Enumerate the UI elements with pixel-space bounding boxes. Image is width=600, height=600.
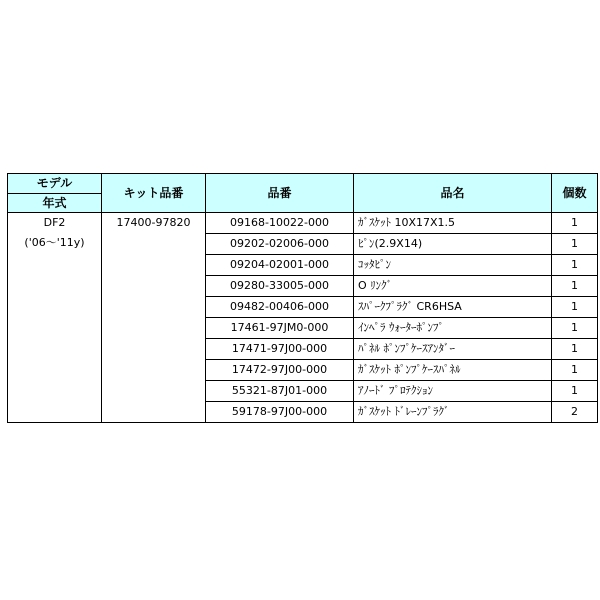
part-number-cell: 09204-02001-000: [206, 255, 354, 276]
quantity-cell: 2: [552, 402, 598, 423]
part-name-cell: ｲﾝﾍﾟﾗ ｳｫｰﾀｰﾎﾟﾝﾌﾟ: [354, 318, 552, 339]
quantity-cell: 1: [552, 360, 598, 381]
kit-number-header: キット品番: [102, 174, 206, 213]
quantity-cell: 1: [552, 255, 598, 276]
quantity-cell: 1: [552, 234, 598, 255]
quantity-cell: 1: [552, 381, 598, 402]
part-name-cell: ｽﾊﾟｰｸﾌﾟﾗｸﾞ CR6HSA: [354, 297, 552, 318]
part-number-cell: 17471-97J00-000: [206, 339, 354, 360]
part-number-cell: 09280-33005-000: [206, 276, 354, 297]
quantity-cell: 1: [552, 276, 598, 297]
model-years: ('06～'11y): [24, 236, 85, 249]
part-name-cell: ｺｯﾀﾋﾟﾝ: [354, 255, 552, 276]
parts-table: [7, 173, 598, 423]
model-cell: [8, 213, 102, 423]
part-name-cell: ﾋﾟﾝ(2.9X14): [354, 234, 552, 255]
part-number-cell: 09168-10022-000: [206, 213, 354, 234]
part-name-header: 品名: [354, 174, 552, 213]
part-name-cell: ｱﾉｰﾄﾞ ﾌﾟﾛﾃｸｼｮﾝ: [354, 381, 552, 402]
parts-body: [8, 213, 598, 423]
part-name-cell: O ﾘﾝｸﾞ: [354, 276, 552, 297]
part-name-cell: ｶﾞｽｹｯﾄ ﾄﾞﾚｰﾝﾌﾟﾗｸﾞ: [354, 402, 552, 423]
quantity-cell: 1: [552, 213, 598, 234]
table-row: [8, 213, 598, 234]
quantity-cell: 1: [552, 339, 598, 360]
quantity-cell: 1: [552, 297, 598, 318]
part-number-cell: 59178-97J00-000: [206, 402, 354, 423]
year-header: 年式: [8, 194, 102, 213]
part-number-header: 品番: [206, 174, 354, 213]
quantity-header: 個数: [552, 174, 598, 213]
part-number-cell: 55321-87J01-000: [206, 381, 354, 402]
quantity-cell: 1: [552, 318, 598, 339]
part-name-cell: ﾊﾟﾈﾙ ﾎﾟﾝﾌﾟｹｰｽｱﾝﾀﾞｰ: [354, 339, 552, 360]
part-number-cell: 17461-97JM0-000: [206, 318, 354, 339]
part-name-cell: ｶﾞｽｹｯﾄ 10X17X1.5: [354, 213, 552, 234]
part-number-cell: 09482-00406-000: [206, 297, 354, 318]
model-name: DF2: [43, 216, 66, 229]
model-header: モデル: [8, 174, 102, 194]
header-row-top: [8, 174, 598, 194]
part-number-cell: 17472-97J00-000: [206, 360, 354, 381]
part-number-cell: 09202-02006-000: [206, 234, 354, 255]
part-name-cell: ｶﾞｽｹｯﾄ ﾎﾟﾝﾌﾟｹｰｽﾊﾟﾈﾙ: [354, 360, 552, 381]
kit-number-cell: 17400-97820: [102, 213, 206, 423]
